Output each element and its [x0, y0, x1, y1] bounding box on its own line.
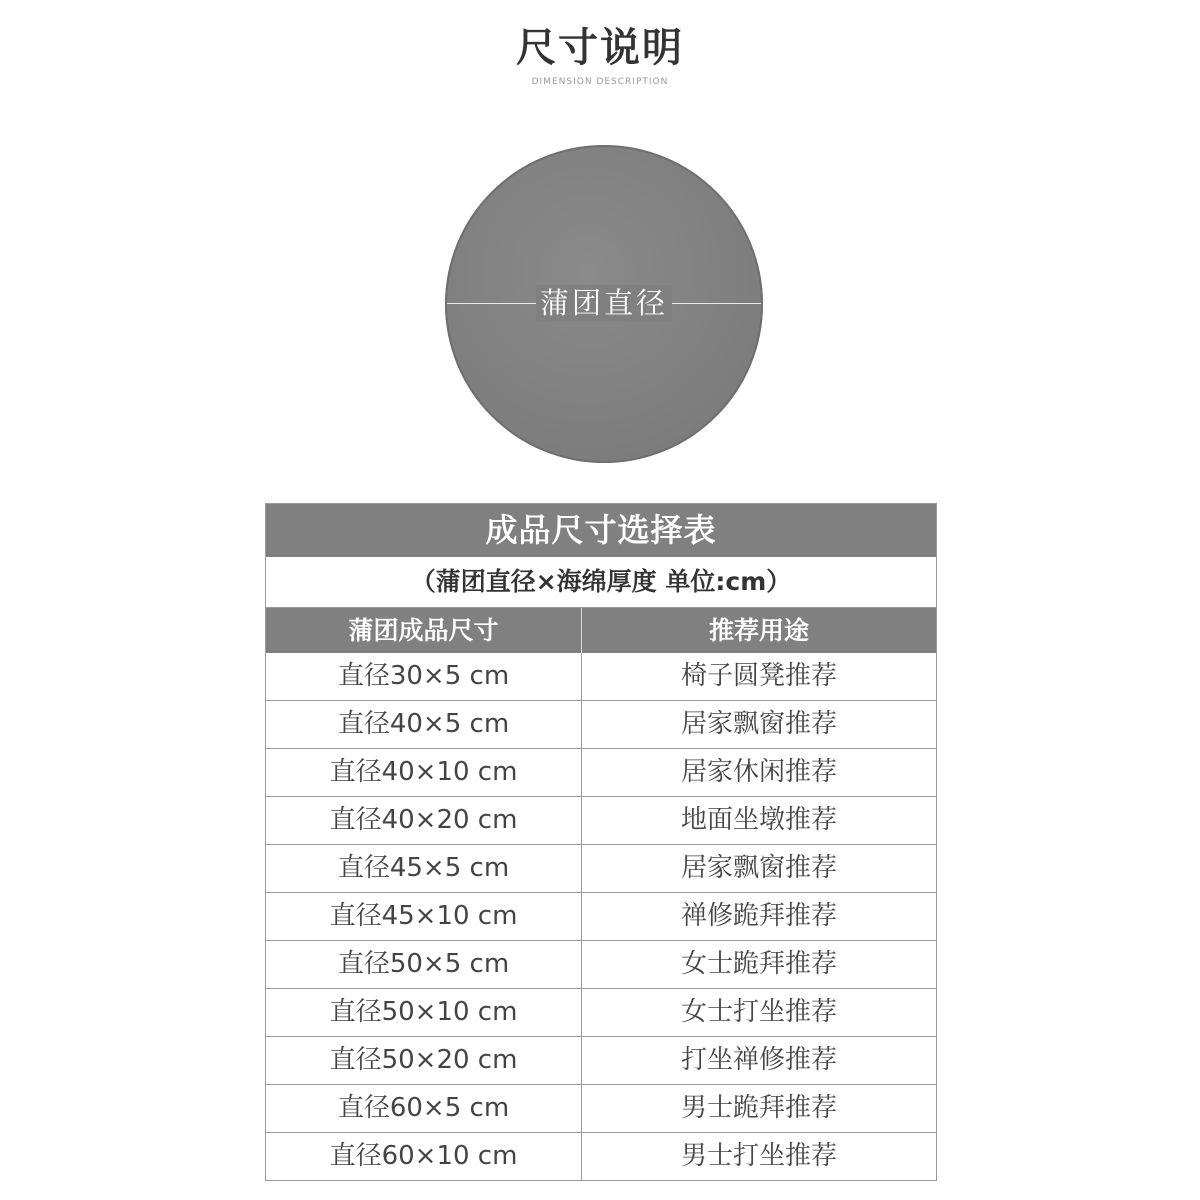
cell-use: 居家飘窗推荐	[680, 853, 837, 883]
cell-use: 打坐禅修推荐	[680, 1045, 837, 1075]
table-row	[266, 653, 936, 700]
table-row	[266, 940, 936, 988]
cell-use: 椅子圆凳推荐	[680, 661, 837, 691]
size-table	[265, 503, 937, 1181]
cell-size: 直径50×10 cm	[266, 989, 582, 1036]
cell-use: 男士跪拜推荐	[680, 1093, 837, 1123]
cell-use: 地面坐墩推荐	[680, 805, 837, 835]
table-title: 成品尺寸选择表	[266, 504, 936, 557]
column-header-size: 蒲团成品尺寸	[266, 608, 582, 653]
table-row	[266, 1036, 936, 1084]
table-row	[266, 988, 936, 1036]
cell-use: 女士跪拜推荐	[680, 949, 837, 979]
cell-size: 直径40×20 cm	[266, 797, 582, 844]
page-title: 尺寸说明	[516, 25, 684, 71]
page-header	[0, 22, 1200, 88]
cell-size: 直径60×10 cm	[266, 1133, 582, 1180]
cell-use: 居家休闲推荐	[680, 757, 837, 787]
table-row	[266, 892, 936, 940]
cell-use: 男士打坐推荐	[680, 1141, 837, 1171]
cell-use: 女士打坐推荐	[680, 997, 837, 1027]
diameter-label: 蒲团直径	[536, 285, 672, 321]
cell-size: 直径40×5 cm	[266, 701, 582, 748]
table-header-row	[266, 608, 936, 653]
cell-size: 直径50×20 cm	[266, 1037, 582, 1084]
table-row	[266, 748, 936, 796]
table-unit-note: （蒲团直径×海绵厚度 单位:cm）	[266, 557, 936, 608]
page-subtitle: DIMENSION DESCRIPTION	[531, 77, 669, 87]
diameter-label-wrap	[445, 285, 763, 326]
table-row	[266, 796, 936, 844]
cushion-diagram	[445, 145, 763, 463]
table-row	[266, 844, 936, 892]
cell-size: 直径45×5 cm	[266, 845, 582, 892]
cell-size: 直径30×5 cm	[266, 653, 582, 700]
cell-size: 直径50×5 cm	[266, 941, 582, 988]
cell-size: 直径45×10 cm	[266, 893, 582, 940]
cell-size: 直径60×5 cm	[266, 1085, 582, 1132]
table-row	[266, 700, 936, 748]
table-row	[266, 1132, 936, 1180]
table-body	[266, 653, 936, 1180]
cell-use: 居家飘窗推荐	[680, 709, 837, 739]
cell-size: 直径40×10 cm	[266, 749, 582, 796]
table-row	[266, 1084, 936, 1132]
column-header-use: 推荐用途	[708, 616, 809, 645]
cell-use: 禅修跪拜推荐	[680, 901, 837, 931]
